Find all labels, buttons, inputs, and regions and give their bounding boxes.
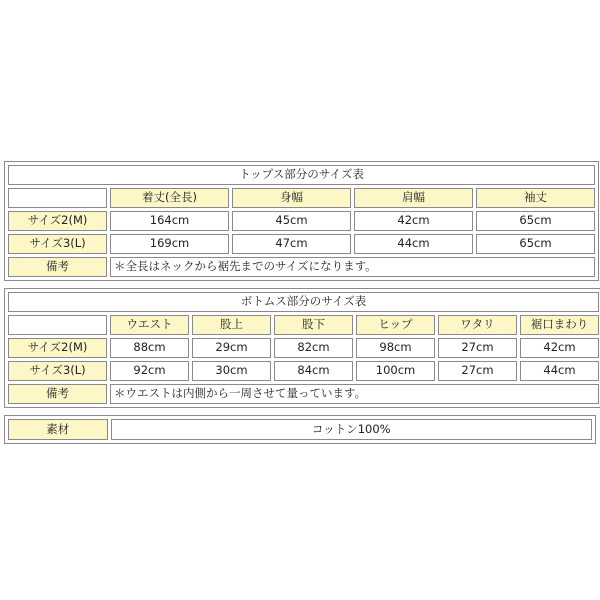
- table-cell: 169cm: [110, 234, 229, 254]
- bottoms-header-rise: 股上: [192, 315, 271, 335]
- table-cell: 44cm: [354, 234, 473, 254]
- material-row: [8, 419, 592, 440]
- bottoms-header-row: [8, 315, 599, 335]
- table-cell: 98cm: [356, 338, 435, 358]
- bottoms-note-label: 備考: [8, 384, 107, 404]
- material-table: [4, 415, 596, 444]
- tops-row-label-m: サイズ2(M): [8, 211, 107, 231]
- bottoms-size-table: [4, 288, 600, 408]
- table-cell: 42cm: [520, 338, 599, 358]
- table-cell: 164cm: [110, 211, 229, 231]
- bottoms-header-thigh: ワタリ: [438, 315, 517, 335]
- table-cell: 84cm: [274, 361, 353, 381]
- tops-header-shoulder-width: 肩幅: [354, 188, 473, 208]
- table-cell: 82cm: [274, 338, 353, 358]
- table-cell: 27cm: [438, 361, 517, 381]
- tops-title-row: [8, 165, 595, 185]
- material-label: 素材: [8, 419, 108, 440]
- table-cell: 88cm: [110, 338, 189, 358]
- material-value: コットン100%: [111, 419, 593, 440]
- bottoms-header-inseam: 股下: [274, 315, 353, 335]
- table-cell: 42cm: [354, 211, 473, 231]
- table-cell: 45cm: [232, 211, 351, 231]
- table-row: [8, 338, 599, 358]
- bottoms-note-row: [8, 384, 599, 404]
- tops-size-table: [4, 161, 599, 281]
- bottoms-header-hem: 裾口まわり: [520, 315, 599, 335]
- table-cell: 44cm: [520, 361, 599, 381]
- table-cell: 65cm: [476, 211, 595, 231]
- bottoms-header-corner: [8, 315, 107, 335]
- tops-header-body-width: 身幅: [232, 188, 351, 208]
- bottoms-header-waist: ウエスト: [110, 315, 189, 335]
- tops-note-text: ＊全長はネックから裾先までのサイズになります。: [110, 257, 595, 277]
- tops-header-corner: [8, 188, 107, 208]
- table-row: [8, 211, 595, 231]
- bottoms-row-label-l: サイズ3(L): [8, 361, 107, 381]
- table-cell: 27cm: [438, 338, 517, 358]
- bottoms-note-text: ＊ウエストは内側から一周させて量っています。: [110, 384, 599, 404]
- tops-row-label-l: サイズ3(L): [8, 234, 107, 254]
- bottoms-title-row: [8, 292, 599, 312]
- tops-header-length: 着丈(全長): [110, 188, 229, 208]
- table-cell: 65cm: [476, 234, 595, 254]
- bottoms-header-hip: ヒップ: [356, 315, 435, 335]
- table-cell: 30cm: [192, 361, 271, 381]
- table-cell: 100cm: [356, 361, 435, 381]
- tops-header-row: [8, 188, 595, 208]
- tops-note-label: 備考: [8, 257, 107, 277]
- tops-table-title: トップス部分のサイズ表: [8, 165, 595, 185]
- tops-note-row: [8, 257, 595, 277]
- bottoms-row-label-m: サイズ2(M): [8, 338, 107, 358]
- table-row: [8, 361, 599, 381]
- table-cell: 29cm: [192, 338, 271, 358]
- tops-header-sleeve-length: 袖丈: [476, 188, 595, 208]
- table-cell: 47cm: [232, 234, 351, 254]
- bottoms-table-title: ボトムス部分のサイズ表: [8, 292, 599, 312]
- table-cell: 92cm: [110, 361, 189, 381]
- table-row: [8, 234, 595, 254]
